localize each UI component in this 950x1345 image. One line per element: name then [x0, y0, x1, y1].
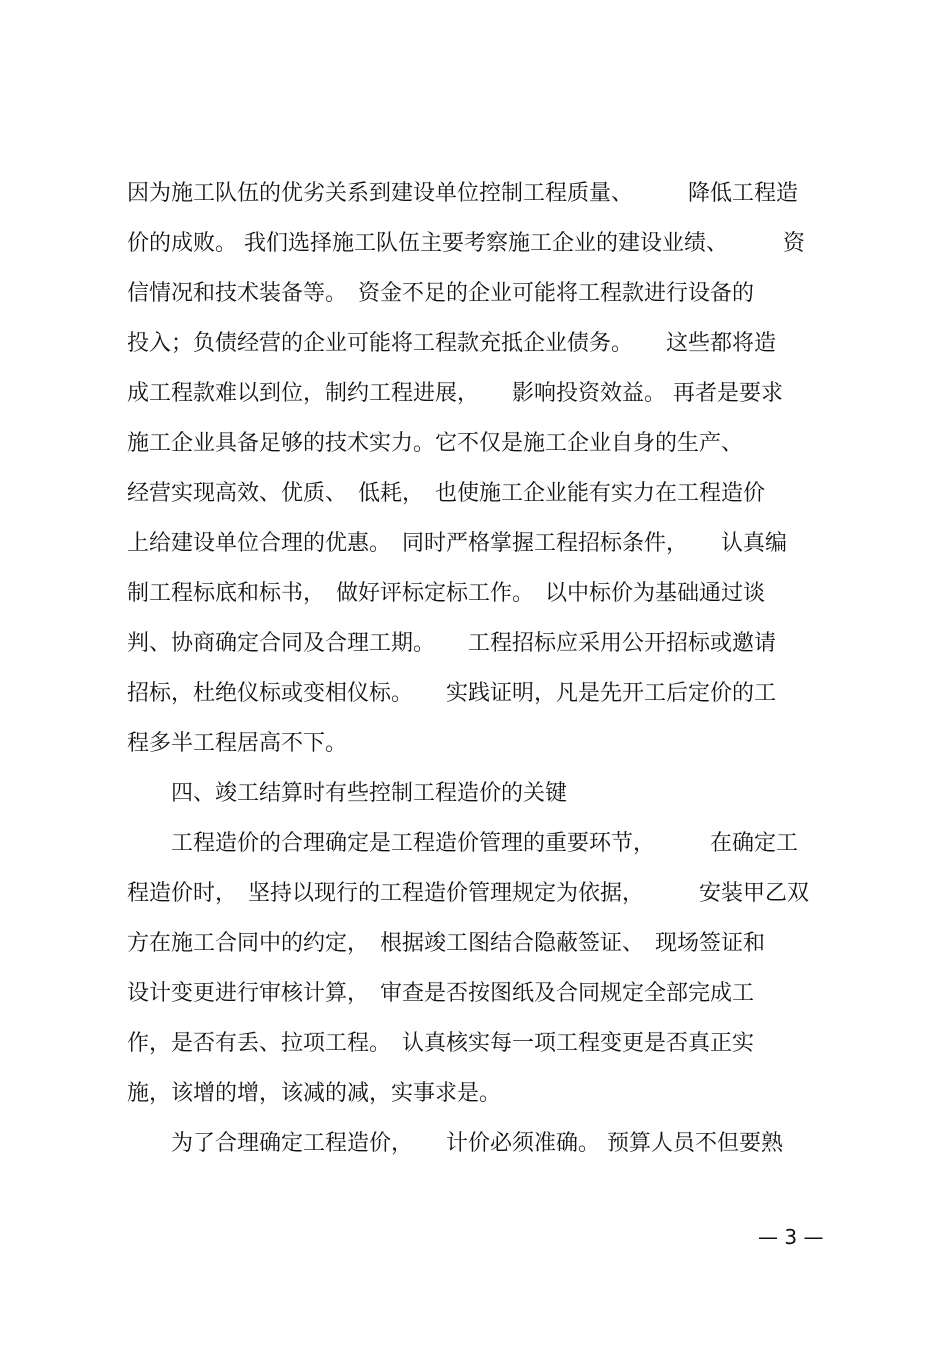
- body-text-line: 程多半工程居高不下。: [127, 731, 348, 756]
- body-text-line: 投入；负债经营的企业可能将工程款充抵企业债务。 这些都将造: [127, 331, 777, 356]
- body-text-line: 工程造价的合理确定是工程造价管理的重要环节， 在确定工: [127, 831, 799, 856]
- body-text-line: 作，是否有丢、拉项工程。 认真核实每一项工程变更是否真正实: [127, 1031, 755, 1056]
- body-text-line: 设计变更进行审核计算， 审查是否按图纸及合同规定全部完成工: [127, 981, 755, 1006]
- body-text-line: 施，该增的增，该减的减，实事求是。: [127, 1081, 502, 1106]
- body-text-line: 为了合理确定工程造价， 计价必须准确。 预算人员不但要熟: [127, 1131, 783, 1156]
- body-text-line: 成工程款难以到位，制约工程进展， 影响投资效益。 再者是要求: [127, 381, 783, 406]
- section-heading: 四、竣工结算时有些控制工程造价的关键: [127, 781, 568, 806]
- body-text-line: 施工企业具备足够的技术实力。它不仅是施工企业自身的生产、: [127, 431, 744, 456]
- body-text-line: 判、协商确定合同及合理工期。 工程招标应采用公开招标或邀请: [127, 631, 777, 656]
- body-text-line: 上给建设单位合理的优惠。 同时严格掌握工程招标条件， 认真编: [127, 531, 788, 556]
- body-text-line: 信情况和技术装备等。 资金不足的企业可能将工程款进行设备的: [127, 281, 755, 306]
- body-text-line: 制工程标底和标书， 做好评标定标工作。 以中标价为基础通过谈: [127, 581, 766, 606]
- body-text-line: 程造价时， 坚持以现行的工程造价管理规定为依据， 安装甲乙双: [127, 881, 810, 906]
- body-text-line: 方在施工合同中的约定， 根据竣工图结合隐蔽签证、 现场签证和: [127, 931, 766, 956]
- body-text-line: 经营实现高效、优质、 低耗， 也使施工企业能有实力在工程造价: [127, 481, 766, 506]
- body-text-line: 价的成败。 我们选择施工队伍主要考察施工企业的建设业绩、 资: [127, 231, 805, 256]
- page-number: — 3 —: [758, 1225, 824, 1249]
- body-text-line: 因为施工队伍的优劣关系到建设单位控制工程质量、 降低工程造: [127, 181, 799, 206]
- body-text-line: 招标，杜绝仪标或变相仪标。 实践证明，凡是先开工后定价的工: [127, 681, 777, 706]
